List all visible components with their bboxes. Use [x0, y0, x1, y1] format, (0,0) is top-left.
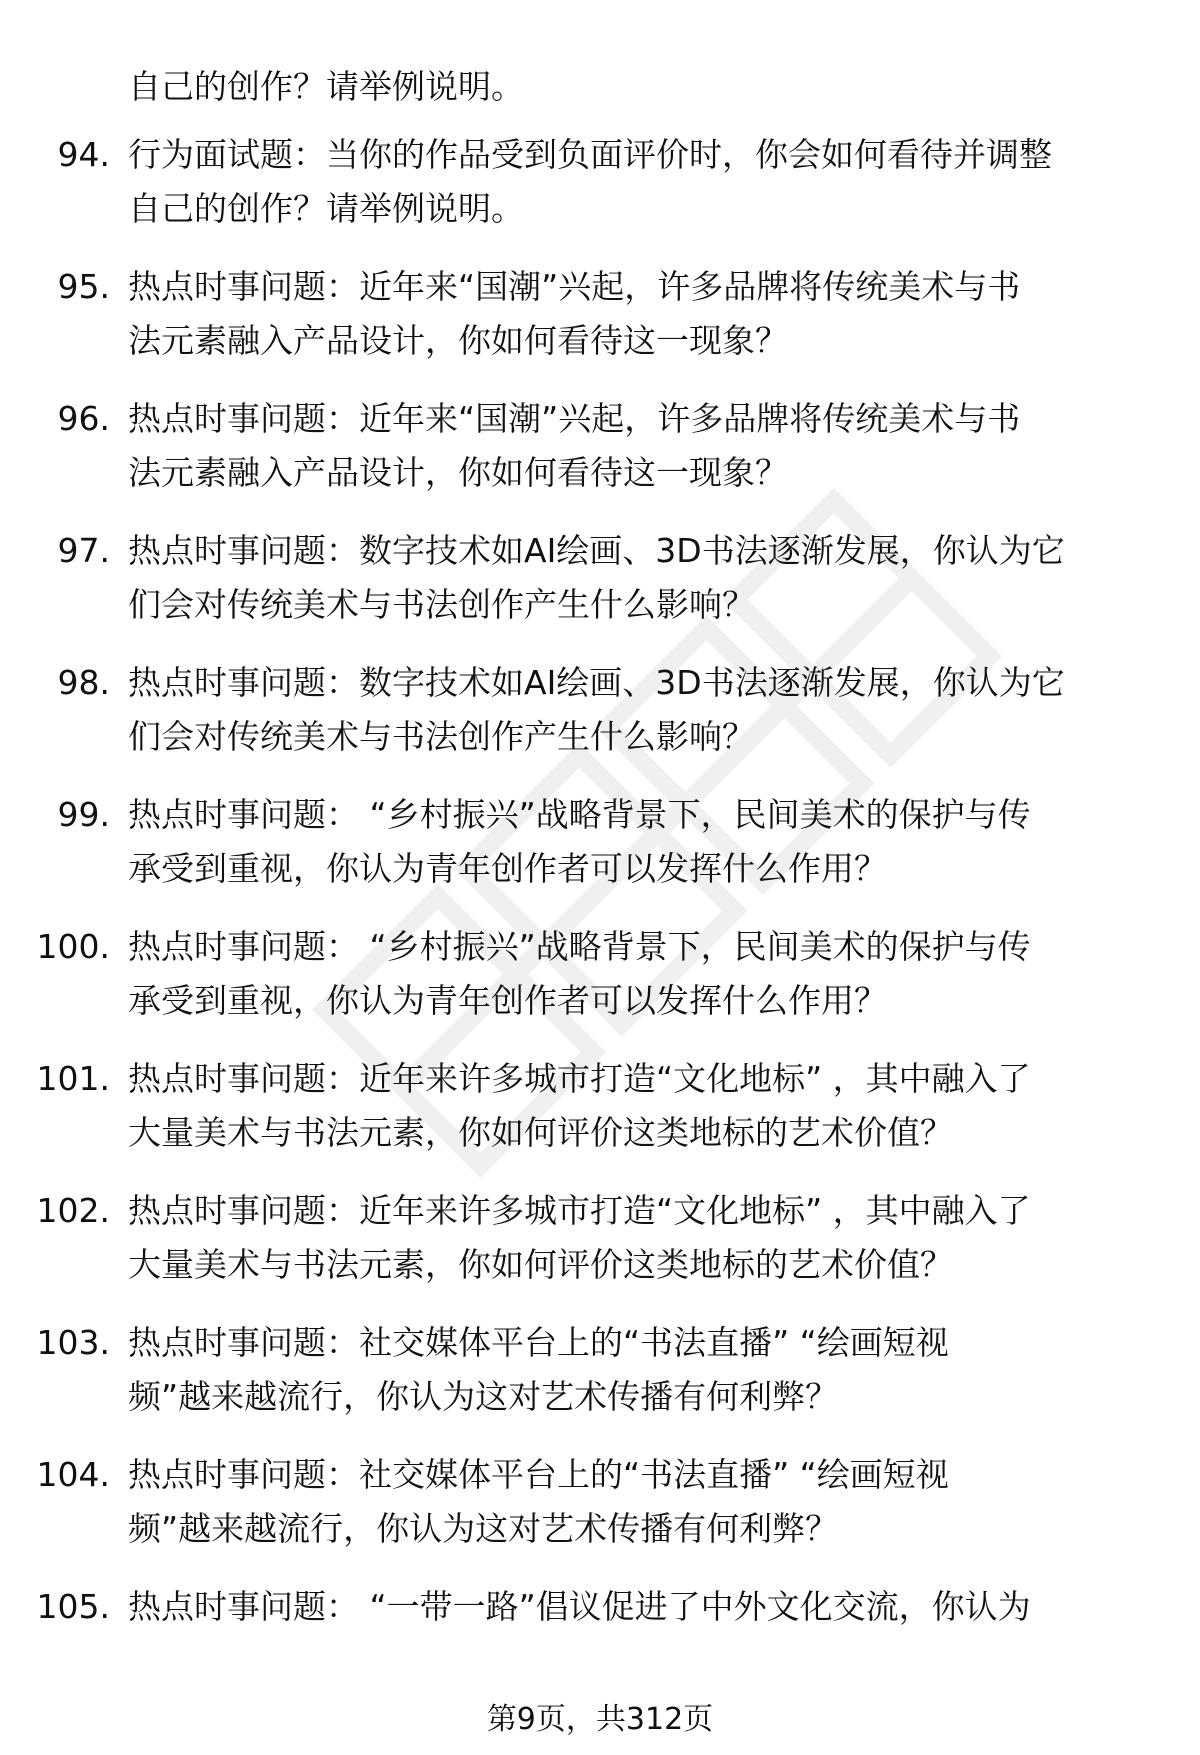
question-text: [128, 392, 1148, 500]
question-item: [0, 392, 1200, 524]
question-line: 热点时事问题： “乡村振兴”战略背景下，民间美术的保护与传: [128, 927, 1031, 966]
question-line: 们会对传统美术与书法创作产生什么影响？: [128, 585, 755, 624]
question-line: 承受到重视，你认为青年创作者可以发挥什么作用？: [128, 981, 887, 1020]
question-text: [128, 128, 1148, 236]
question-line: 热点时事问题：近年来“国潮”兴起，许多品牌将传统美术与书: [128, 267, 1021, 306]
question-text: [128, 788, 1148, 896]
question-number: 96.: [57, 399, 110, 438]
question-line: 们会对传统美术与书法创作产生什么影响？: [128, 717, 755, 756]
question-line: 热点时事问题： “乡村振兴”战略背景下，民间美术的保护与传: [128, 795, 1031, 834]
continuation-text: 自己的创作？请举例说明。: [128, 67, 524, 106]
question-line: 热点时事问题：近年来许多城市打造“文化地标” ，其中融入了: [128, 1191, 1031, 1230]
question-number: 94.: [57, 135, 110, 174]
question-number: 103.: [36, 1323, 110, 1362]
question-item: [0, 656, 1200, 788]
question-line: 自己的创作？请举例说明。: [128, 189, 524, 228]
question-text: [128, 1052, 1148, 1160]
question-text: [128, 1316, 1148, 1424]
question-line: [128, 1634, 1148, 1688]
question-item: [0, 1184, 1200, 1316]
question-item: [0, 260, 1200, 392]
question-text: [128, 1448, 1148, 1556]
question-line: 热点时事问题：近年来许多城市打造“文化地标” ，其中融入了: [128, 1059, 1031, 1098]
question-number: 100.: [36, 927, 110, 966]
question-line: 热点时事问题：数字技术如AI绘画、3D书法逐渐发展，你认为它: [128, 663, 1065, 702]
question-line: 法元素融入产品设计，你如何看待这一现象？: [128, 321, 788, 360]
question-text: [128, 1580, 1148, 1688]
question-item: [0, 524, 1200, 656]
question-item: [0, 1316, 1200, 1448]
page-footer: 第9页，共312页: [486, 1702, 714, 1737]
question-line: 大量美术与书法元素，你如何评价这类地标的艺术价值？: [128, 1245, 953, 1284]
question-line: 大量美术与书法元素，你如何评价这类地标的艺术价值？: [128, 1113, 953, 1152]
question-text: [128, 524, 1148, 632]
question-item: [0, 1052, 1200, 1184]
question-number: 102.: [36, 1191, 110, 1230]
question-line: 频”越来越流行，你认为这对艺术传播有何利弊？: [128, 1509, 839, 1548]
question-text: [128, 920, 1148, 1028]
question-list: [0, 128, 1200, 1712]
question-line: 法元素融入产品设计，你如何看待这一现象？: [128, 453, 788, 492]
question-line: 承受到重视，你认为青年创作者可以发挥什么作用？: [128, 849, 887, 888]
question-number: 104.: [36, 1455, 110, 1494]
question-item: [0, 1448, 1200, 1580]
question-line: 热点时事问题：社交媒体平台上的“书法直播” “绘画短视: [128, 1455, 949, 1494]
question-text: [128, 260, 1148, 368]
question-line: 频”越来越流行，你认为这对艺术传播有何利弊？: [128, 1377, 839, 1416]
question-number: 99.: [57, 795, 110, 834]
question-number: 95.: [57, 267, 110, 306]
question-item: [0, 1580, 1200, 1712]
question-item: [0, 788, 1200, 920]
question-number: 97.: [57, 531, 110, 570]
question-line: 行为面试题：当你的作品受到负面评价时，你会如何看待并调整: [128, 135, 1052, 174]
question-number: 101.: [36, 1059, 110, 1098]
question-number: 98.: [57, 663, 110, 702]
question-item: [0, 920, 1200, 1052]
question-line: 热点时事问题：近年来“国潮”兴起，许多品牌将传统美术与书: [128, 399, 1021, 438]
question-number: 105.: [36, 1587, 110, 1626]
question-line: 热点时事问题：社交媒体平台上的“书法直播” “绘画短视: [128, 1323, 949, 1362]
question-item: [0, 128, 1200, 260]
question-line: 热点时事问题： “一带一路”倡议促进了中外文化交流，你认为: [128, 1587, 1031, 1626]
question-text: [128, 656, 1148, 764]
question-line: 热点时事问题：数字技术如AI绘画、3D书法逐渐发展，你认为它: [128, 531, 1065, 570]
question-text: [128, 1184, 1148, 1292]
